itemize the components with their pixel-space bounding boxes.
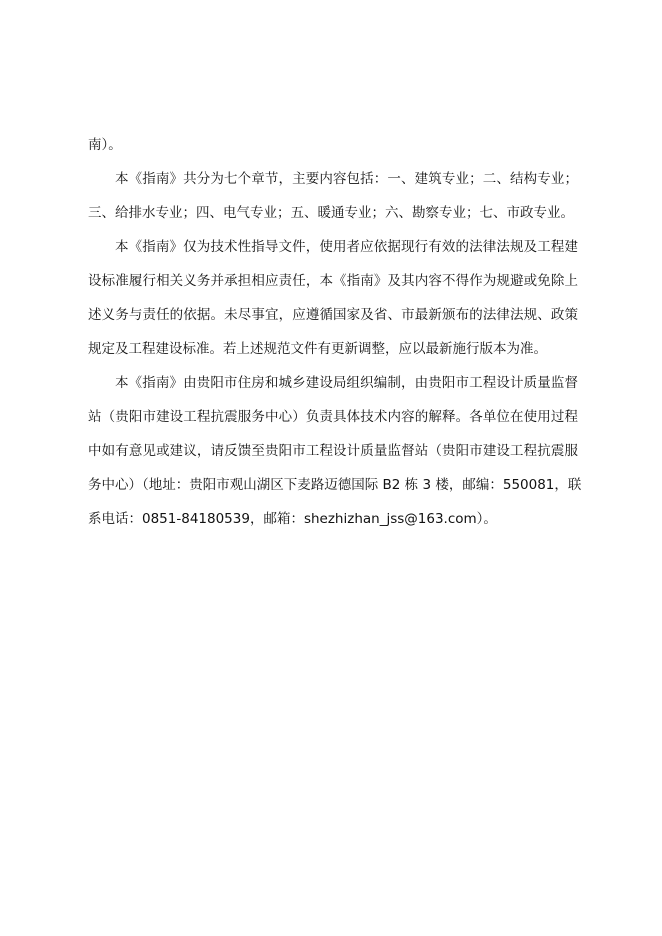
document-text-line: 务中心）（地址：贵阳市观山湖区下麦路迈德国际 B2 栋 3 楼，邮编：550081，联	[88, 477, 582, 493]
document-text-line: 本《指南》由贵阳市住房和城乡建设局组织编制，由贵阳市工程设计质量监督	[115, 375, 578, 391]
document-body	[88, 128, 582, 536]
document-text-line: 系电话：0851-84180539，邮箱：shezhizhan_jss@163.com）。	[88, 511, 497, 527]
document-text-line: 南）。	[88, 137, 122, 153]
document-text-line: 三、给排水专业；四、电气专业；五、暖通专业；六、勘察专业；七、市政专业。	[88, 205, 574, 221]
document-text-line: 设标准履行相关义务并承担相应责任，本《指南》及其内容不得作为规避或免除上	[88, 273, 578, 289]
document-text-line: 规定及工程建设标准。若上述规范文件有更新调整，应以最新施行版本为准。	[88, 341, 547, 357]
document-text-line: 本《指南》共分为七个章节，主要内容包括：一、建筑专业；二、结构专业；	[115, 171, 578, 187]
document-text-line: 站（贵阳市建设工程抗震服务中心）负责具体技术内容的解释。各单位在使用过程	[88, 409, 578, 425]
document-text-line: 中如有意见或建议，请反馈至贵阳市工程设计质量监督站（贵阳市建设工程抗震服	[88, 443, 578, 459]
document-text-line: 述义务与责任的依据。未尽事宜，应遵循国家及省、市最新颁布的法律法规、政策	[88, 307, 578, 323]
document-text-line: 本《指南》仅为技术性指导文件，使用者应依据现行有效的法律法规及工程建	[115, 239, 578, 255]
